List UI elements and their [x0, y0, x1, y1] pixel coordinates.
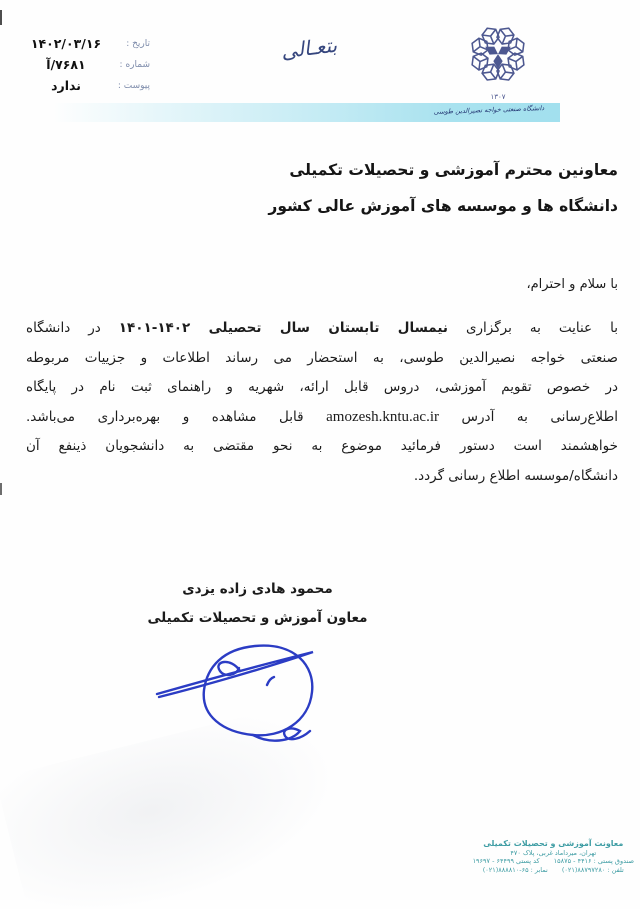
recipient-heading [268, 152, 618, 224]
letter-meta-block [28, 33, 150, 96]
footer-pobox: صندوق پستی : ۴۴۱۶ - ۱۵۸۷۵ [553, 857, 634, 866]
salutation: با سلام و احترام، [526, 277, 618, 292]
body-line-5: خواهشمند است دستور فرمائید موضوع به نحو مقتضی به دانشجویان ذینفع آن [26, 438, 618, 454]
body-line-6: دانشگاه/موسسه اطلاع رسانی گردد. [413, 467, 618, 484]
body-line-1 [26, 314, 618, 344]
signatory-title: معاون آموزش و تحصیلات تکمیلی [147, 610, 368, 626]
body-line-4-post: قابل مشاهده و بهره‌برداری می‌باشد. [26, 408, 327, 425]
university-name: دانشگاه صنعتی خواجه نصیرالدین طوسی [433, 104, 545, 116]
recipient-line-1: معاونین محترم آموزشی و تحصیلات تکمیلی [289, 161, 618, 179]
attachment-label: پیوست : [117, 80, 150, 91]
body-line-1-bold: نیمسال تابستان سال تحصیلی ۱۴۰۲-۱۴۰۱ [118, 320, 448, 336]
university-logo-icon [456, 23, 540, 93]
portal-url: amozesh.kntu.ac.ir [326, 408, 439, 425]
handwritten-signature [143, 640, 367, 752]
signatory-block [125, 575, 390, 633]
footer-phone-line [473, 866, 634, 874]
meta-row-date [28, 33, 150, 54]
meta-row-number [28, 54, 150, 75]
date-label: تاریخ : [126, 38, 150, 49]
scan-artifact-tick [0, 10, 2, 25]
attachment-value: ندارد [51, 78, 81, 93]
footer-contact-block [473, 839, 634, 874]
body-line-4 [26, 403, 618, 433]
body-line-1-pre: با عنایت به برگزاری [447, 320, 618, 336]
signatory-name: محمود هادی زاده یزدی [182, 581, 333, 597]
footer-address: تهران، میرداماد غربی، پلاک ۴۷۰ [510, 849, 597, 857]
body-line-3: در خصوص تقویم آموزشی، دروس قابل ارائه، شهریه و راهنمای ثبت نام در پایگاه [26, 379, 618, 395]
number-label: شماره : [119, 59, 150, 70]
footer-zipcode: کد پستی ۶۴۴۹۹ - ۱۹۶۹۷ [472, 857, 540, 866]
letter-body [26, 314, 618, 491]
footer-phone: تلفن : ۸۸۷۹۷۲۸۰(۰۲۱) [561, 865, 624, 874]
number-value: ۷۶۸۱/آ [46, 57, 86, 72]
footer-postal-line [473, 857, 634, 865]
recipient-line-2: دانشگاه ها و موسسه های آموزش عالی کشور [268, 197, 618, 215]
header-band [52, 103, 560, 122]
date-value: ۱۴۰۲/۰۳/۱۶ [30, 36, 102, 51]
besmele-calligraphy: بتعـالی [279, 32, 339, 64]
body-line-4-pre: اطلاع‌رسانی به آدرس [439, 408, 618, 425]
footer-department: معاونت آموزشی و تحصیلات تکمیلی [483, 839, 624, 848]
body-line-2: صنعتی خواجه نصیرالدین طوسی، به استحضار می رساند اطلاعات و جزییات مربوطه [26, 349, 618, 366]
meta-row-attachment [28, 75, 150, 96]
body-line-1-post: در دانشگاه [26, 320, 119, 336]
scan-artifact-tick [0, 483, 2, 495]
logo-founding-year: ۱۳۰۷ [490, 93, 506, 101]
footer-fax: نمابر : ۶۵-۸۸۸۸۱۰(۰۲۱) [482, 865, 548, 874]
